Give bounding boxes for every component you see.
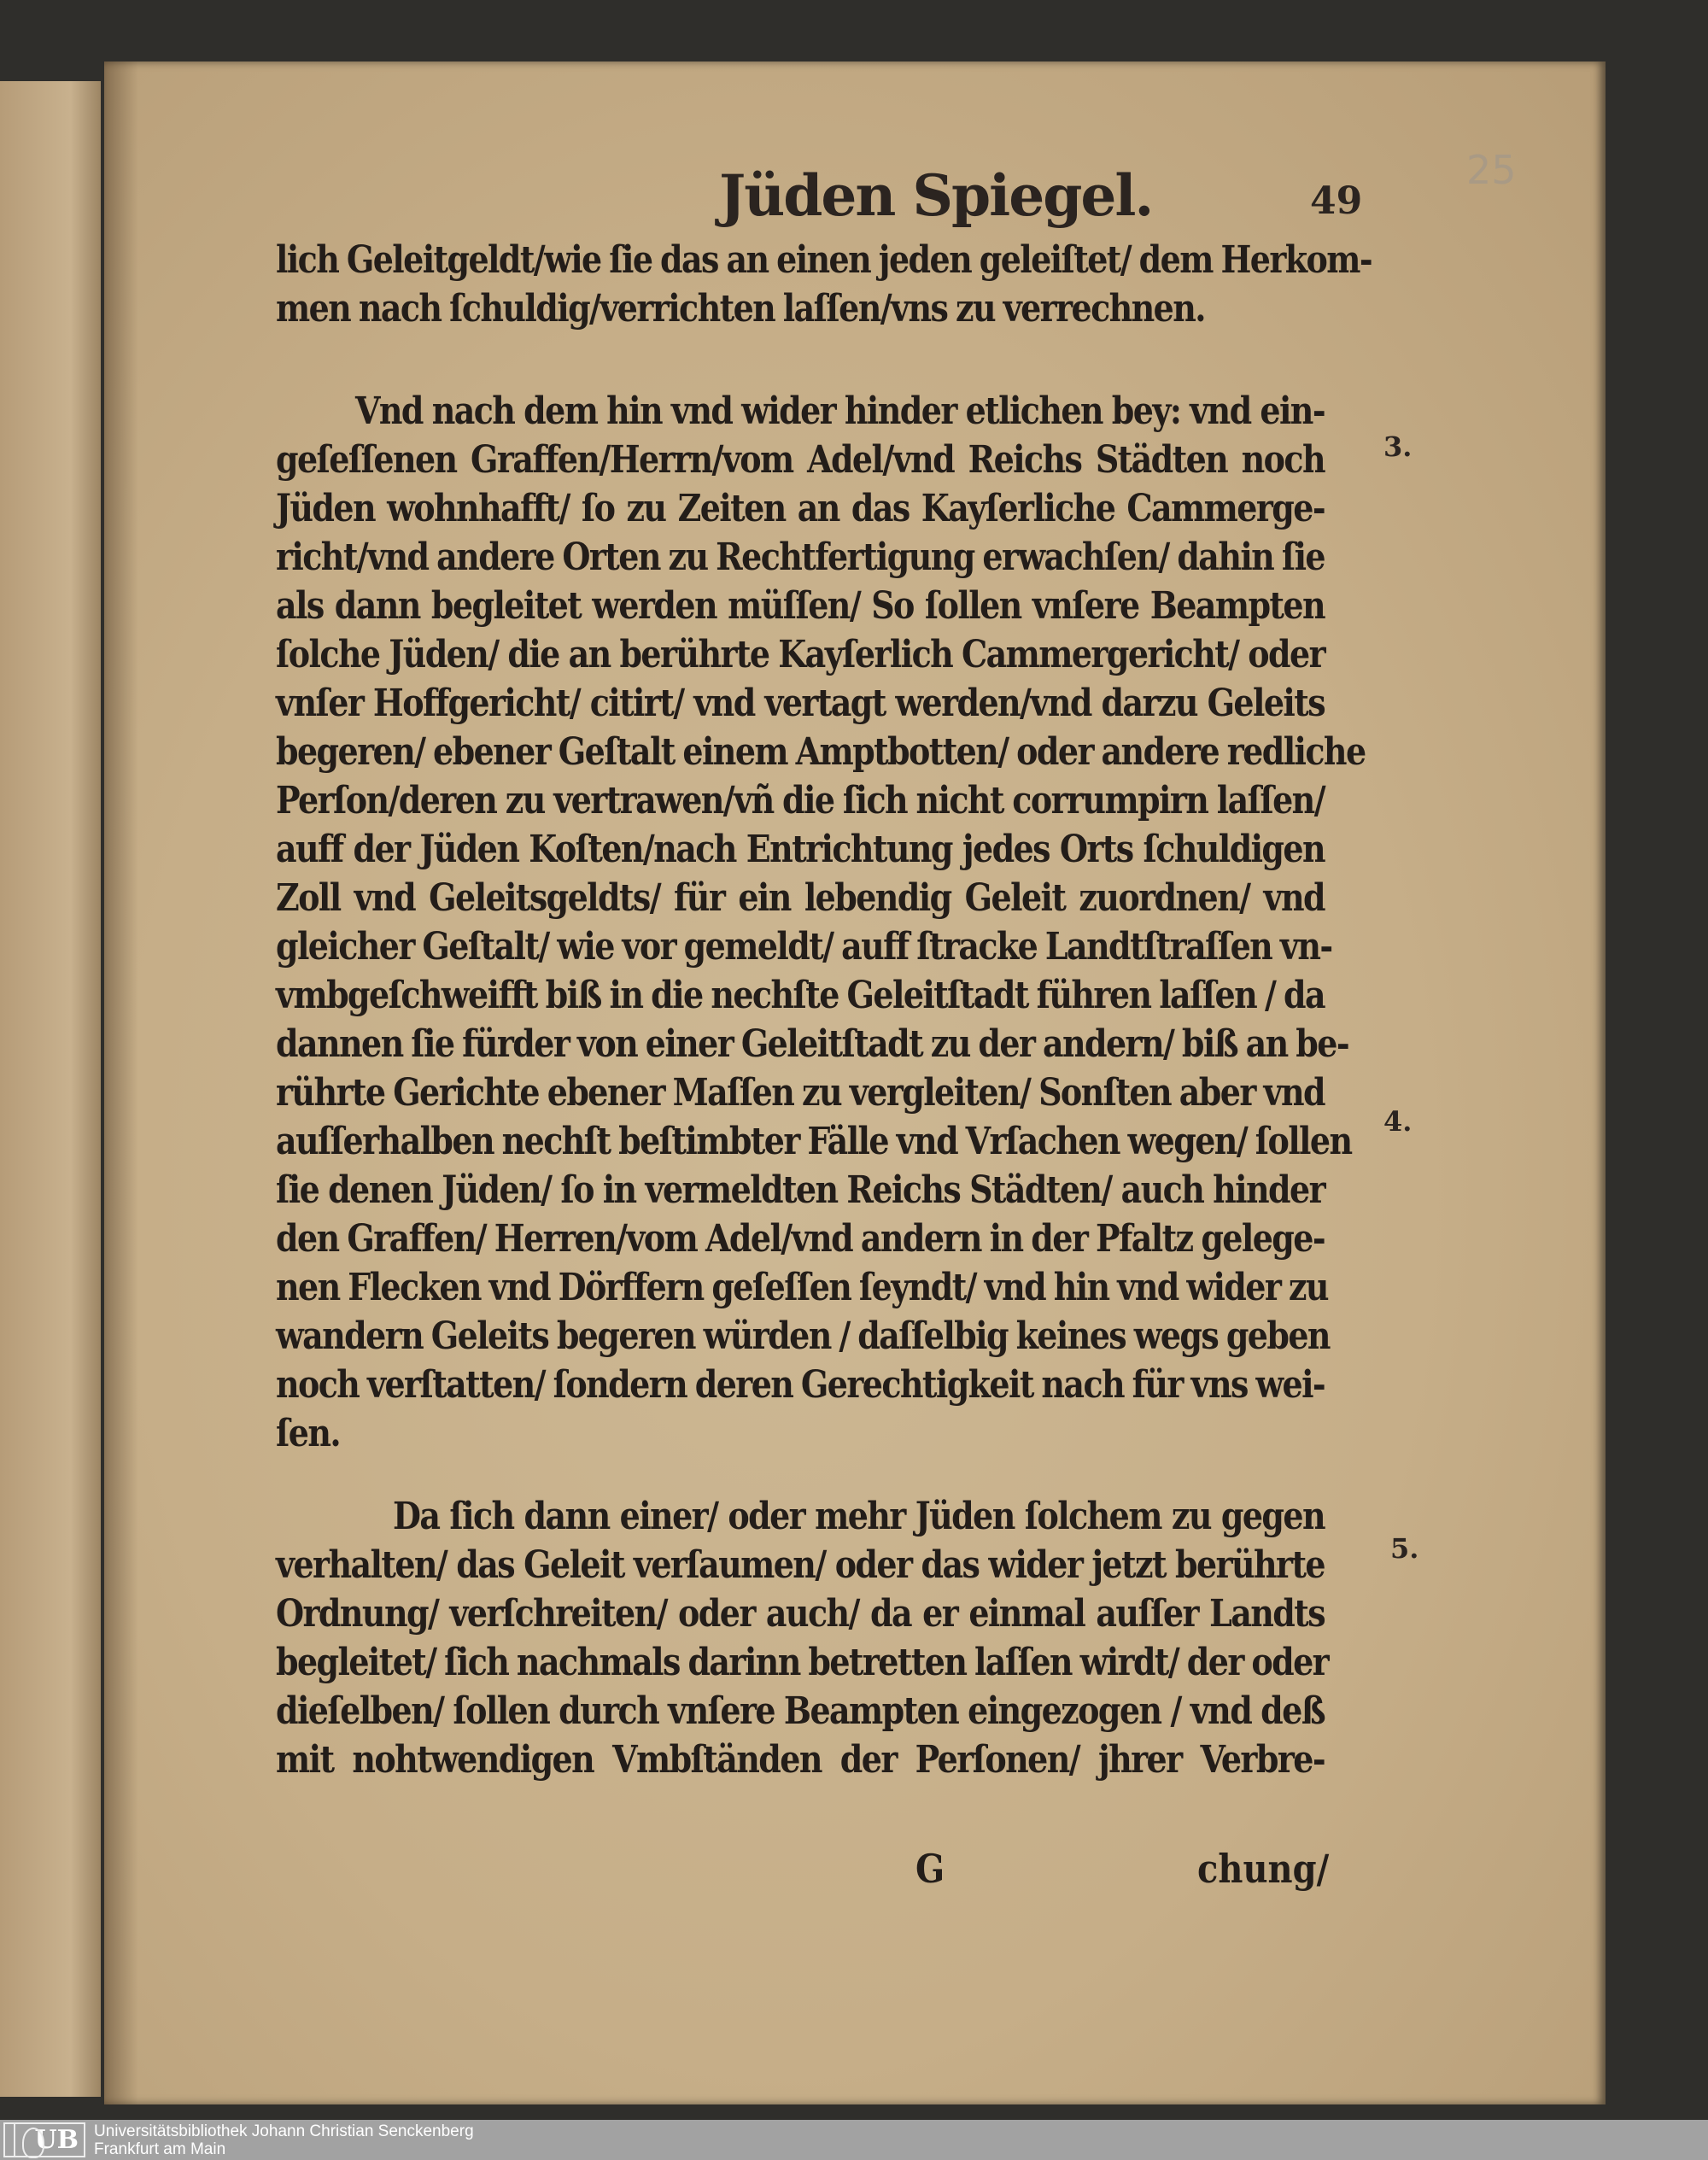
text-line: mit nohtwendigen Vmbſtänden der Perſonen/ jhrer Verbre-: [276, 1736, 1325, 1782]
text-line: Da ſich dann einer/ oder mehr Jüden ſolchem zu gegen: [393, 1493, 1325, 1538]
logo-text: UB: [34, 2125, 79, 2155]
signature-mark: G: [915, 1846, 945, 1893]
text-line: begeren/ ebener Geſtalt einem Amptbotten/ oder andere redliche: [276, 729, 1366, 774]
text-line: ſen.: [276, 1410, 340, 1455]
text-line: den Graffen/ Herren/vom Adel/vnd andern in der Pfaltz gelege-: [276, 1215, 1325, 1261]
paragraph-penalty: [276, 1491, 1329, 1783]
text-line: Jüden wohnhafft/ ſo zu Zeiten an das Kayſerliche Cammerge-: [276, 485, 1325, 530]
text-line: wandern Geleits begeren würden / daſſelbig keines wegs geben: [276, 1313, 1330, 1358]
text-line: auſſerhalben nechſt beſtimbter Fälle vnd Vrſachen wegen/ ſollen: [276, 1118, 1352, 1163]
catchword: chung/: [1197, 1846, 1330, 1893]
paragraph-escort: [276, 386, 1366, 1457]
text-line: geſeſſenen Graffen/Herrn/vom Adel/vnd Reichs Städten noch: [276, 436, 1325, 482]
text-line: richt/vnd andere Orten zu Rechtfertigung erwachſen/ dahin ſie: [276, 534, 1325, 579]
page-number: 49: [1310, 179, 1363, 223]
text-line: nen Flecken vnd Dörffern geſeſſen ſeyndt/ vnd hin vnd wider zu: [276, 1264, 1328, 1309]
gutter-shadow: [104, 61, 138, 2104]
library-name-line1: Universitätsbibliothek Johann Christian Senckenberg: [94, 2122, 474, 2140]
pencil-annotation: 25: [1466, 147, 1517, 193]
text-line: Ordnung/ verſchreiten/ oder auch/ da er einmal auſſer Landts: [276, 1590, 1325, 1636]
text-line: ſie denen Jüden/ ſo in vermeldten Reichs Städten/ auch hinder: [276, 1167, 1325, 1212]
running-head: Jüden Spiegel.: [719, 162, 1153, 229]
library-name: [94, 2122, 474, 2158]
library-name-line2: Frankfurt am Main: [94, 2140, 226, 2158]
text-line: dannen ſie fürder von einer Geleitſtadt zu der andern/ biß an be-: [276, 1021, 1349, 1066]
library-logo: [3, 2122, 85, 2157]
facing-page-edge: [0, 81, 101, 2097]
library-footer: [0, 2120, 1708, 2160]
text-line: lich Geleitgeldt/wie ſie das an einen jeden geleiſtet/ dem Herkom-: [276, 237, 1372, 282]
text-line: ſolche Jüden/ die an berührte Kayſerlich Cammergericht/ oder: [276, 631, 1325, 676]
text-line: auff der Jüden Koſten/nach Entrichtung jedes Orts ſchuldigen: [276, 826, 1325, 871]
book-page: [104, 61, 1606, 2104]
text-line: Vnd nach dem hin vnd wider hinder etlichen bey: vnd ein-: [355, 388, 1325, 433]
paragraph-continuation: [276, 235, 1372, 332]
text-line: gleicher Geſtalt/ wie vor gemeldt/ auff ſtracke Landtſtraſſen vn-: [276, 923, 1332, 969]
text-line: dieſelben/ ſollen durch vnſere Beampten eingezogen / vnd deß: [276, 1688, 1325, 1733]
text-line: als dann begleitet werden müſſen/ So ſollen vnſere Beampten: [276, 582, 1325, 628]
portrait-icon: [22, 2128, 44, 2158]
text-line: Perſon/deren zu vertrawen/vñ die ſich nicht corrumpirn laſſen/: [276, 777, 1325, 822]
margin-note: 5.: [1390, 1532, 1419, 1565]
text-line: vnſer Hoffgericht/ citirt/ vnd vertagt werden/vnd darzu Geleits: [276, 680, 1325, 725]
text-line: verhalten/ das Geleit verſaumen/ oder das wider jetzt berührte: [276, 1542, 1325, 1587]
text-line: begleitet/ ſich nachmals darinn betretten laſſen wirdt/ der oder: [276, 1639, 1329, 1684]
text-line: vmbgeſchweifft biß in die nechſte Geleitſtadt führen laſſen / da: [276, 972, 1325, 1017]
text-line: men nach ſchuldig/verrichten laſſen/vns zu verrechnen.: [276, 285, 1205, 331]
margin-note: 3.: [1383, 430, 1413, 463]
text-line: rührte Gerichte ebener Maſſen zu vergleiten/ Sonſten aber vnd: [276, 1069, 1325, 1115]
text-line: noch verſtatten/ ſondern deren Gerechtigkeit nach für vns wei-: [276, 1361, 1325, 1407]
pillars-icon: [3, 2124, 15, 2156]
text-line: Zoll vnd Geleitsgeldts/ für ein lebendig Geleit zuordnen/ vnd: [276, 875, 1325, 920]
margin-note: 4.: [1383, 1105, 1413, 1138]
